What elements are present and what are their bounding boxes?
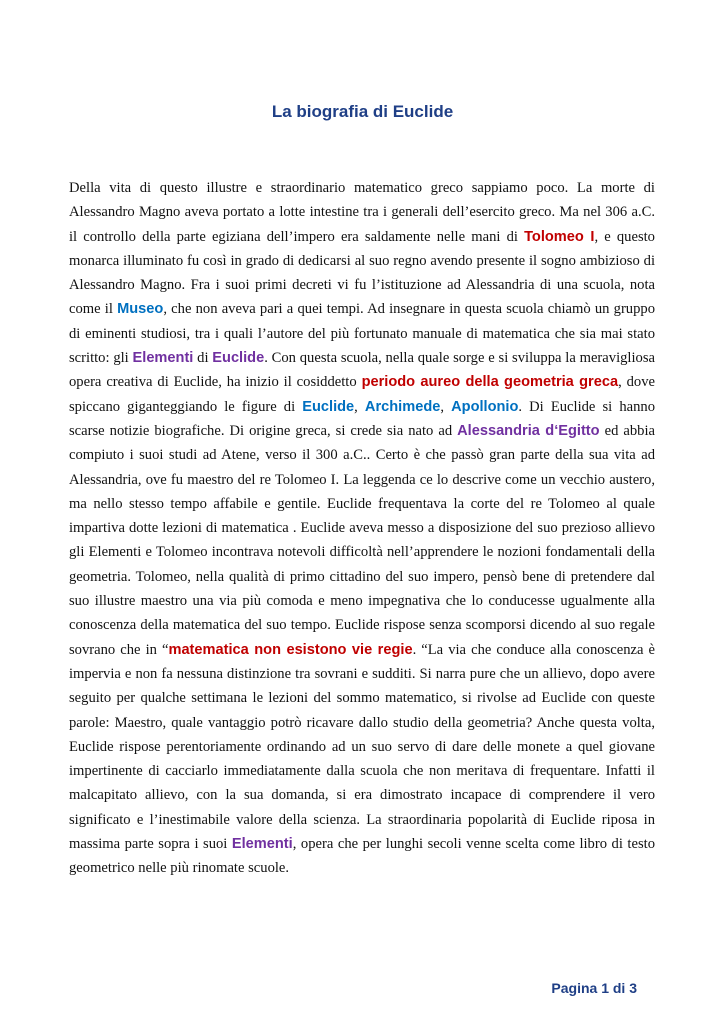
highlight-museo: Museo [117,301,164,318]
text-segment: ed abbia compiuto i suoi studi ad Atene, verso il 300 a.C.. Certo è che passò gran parte della sua vita ad Alessandria, ove fu maestro del re Tolomeo I. La leggenda ce lo descrive come un vecchio austero, ma nello stesso tempo affabile e gentile. Euclide frequentava la corte del re Tolomeo al quale impartiva dotte lezioni di matematica . Euclide aveva messo a disposizione del suo prezioso allievo gli Elementi e Tolomeo incontrava notevoli difficoltà nell’apprendere le nozioni fondamentali della geometria. Tolomeo, nella qualità di primo cittadino del suo impero, pensò bene di pretendere dal suo illustre maestro una via più comoda e meno impegnativa che lo conducesse ugualmente alla conoscenza della matematica del suo tempo. Euclide rispose senza scomporsi dicendo al suo regale sovrano che in “ [69,422,655,658]
page-title: La biografia di Euclide [271,102,454,121]
highlight-alessandria: Alessandria d‘Egitto [457,422,600,439]
text-segment: , [354,398,365,415]
highlight-vie-regie: matematica non esistono vie regie [168,641,413,658]
text-segment: , che non aveva pari a quei tempi. Ad insegnare in questa scuola chiamò un gruppo di eminenti studiosi, tra i quali l’autore del più fortunato manuale di matematica che sia mai stato scritto: gli [69,301,655,367]
text-segment: Della vita di questo illustre e straordinario matematico greco sappiamo poco. La morte di Alessandro Magno aveva portato a lotte intestine tra i generali dell’esercito greco. Ma nel 306 a.C. il controllo della parte egiziana dell’impero era saldamente nelle mani di [69,180,655,245]
text-segment: , opera che per lunghi secoli venne scelta come libro di testo geometrico nelle più rinomate scuole. [69,836,655,877]
text-segment: . Con questa scuola, nella quale sorge e si sviluppa la meravigliosa opera creativa di Euclide, ha inizio il cosiddetto [69,350,655,391]
highlight-apollonio: Apollonio [451,398,519,415]
text-segment: , [440,398,452,415]
highlight-elementi-2: Elementi [231,836,293,853]
body-paragraph [69,176,655,881]
highlight-elementi: Elementi [132,350,194,367]
highlight-periodo-aureo: periodo aureo della geometria greca [361,374,619,391]
text-segment: di [193,350,213,367]
highlight-tolomeo: Tolomeo I [524,228,595,245]
page-number: Pagina 1 di 3 [551,980,637,996]
text-segment: . Di Euclide si hanno scarse notizie biografiche. Di origine greca, si crede sia nato ad [69,398,656,439]
text-segment: , dove spiccano giganteggiando le figure di [69,374,655,415]
highlight-euclide: Euclide [212,350,265,367]
highlight-euclide-2: Euclide [302,398,355,415]
text-segment: . “La via che conduce alla conoscenza è impervia e non fa nessuna distinzione tra sovrani e sudditi. Si narra pure che un allievo, dopo avere seguito per qualche settimana le lezioni del sommo matematico, si rivolse ad Euclide con queste parole: Maestro, quale vantaggio potrò ricavare dallo studio della geometria? Anche questa volta, Euclide rispose perentoriamente ordinando ad un suo servo di dare delle monete a quel giovane impertinente di cacciarlo immediatamente dalla scuola che non meritava di frequentare. Infatti il malcapitato allievo, con la sua domanda, si era dimostrato incapace di comprendere il vero significato e l’inestimabile valore della scienza. La straordinaria popolarità di Euclide riposa in massima parte sopra i suoi [69,641,655,853]
text-segment: , e questo monarca illuminato fu così in grado di dedicarsi al suo regno avendo presente il sogno ambizioso di Alessandro Magno. Fra i suoi primi decreti vi fu l’istituzione ad Alessandria di una scuola, nota come il [69,228,655,318]
highlight-archimede: Archimede [364,398,441,415]
